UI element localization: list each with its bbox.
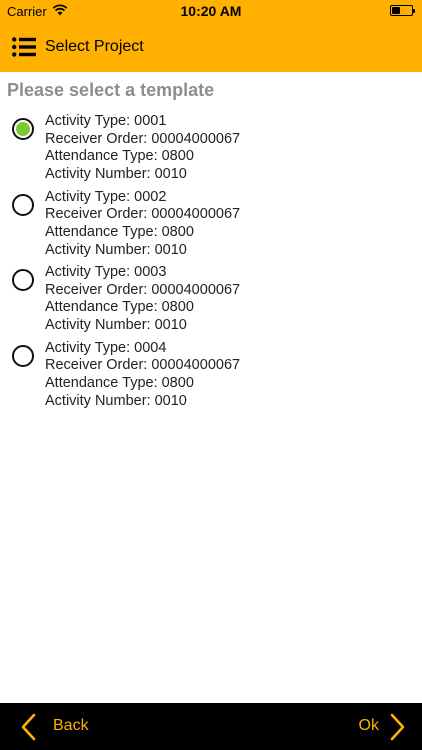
chevron-right-icon [390, 713, 406, 741]
radio-button[interactable] [12, 345, 34, 367]
back-label: Back [53, 717, 89, 734]
radio-button[interactable] [12, 269, 34, 291]
nav-bar [0, 30, 422, 66]
back-button[interactable] [14, 703, 124, 750]
activity-type: Activity Type: 0004 [45, 339, 167, 356]
list-icon[interactable] [12, 37, 36, 57]
clock: 10:20 AM [180, 3, 242, 19]
receiver-order: Receiver Order: 00004000067 [45, 281, 241, 298]
page-title: Select Project [45, 38, 144, 55]
template-item-2[interactable] [0, 189, 422, 261]
bottom-bar [0, 703, 422, 750]
receiver-order: Receiver Order: 00004000067 [45, 130, 241, 147]
receiver-order: Receiver Order: 00004000067 [45, 357, 241, 374]
attendance-type: Attendance Type: 0800 [45, 223, 194, 240]
template-details [45, 189, 240, 260]
attendance-type: Attendance Type: 0800 [45, 374, 194, 391]
template-item-1[interactable] [0, 113, 422, 185]
attendance-type: Attendance Type: 0800 [45, 299, 194, 316]
attendance-type: Attendance Type: 0800 [45, 148, 194, 165]
activity-number: Activity Number: 0010 [45, 166, 187, 183]
activity-type: Activity Type: 0003 [45, 264, 167, 280]
battery-icon [390, 5, 413, 16]
radio-button[interactable] [12, 118, 34, 140]
template-item-3[interactable] [0, 264, 422, 336]
section-title: Please select a template [7, 80, 215, 100]
radio-button[interactable] [12, 194, 34, 216]
chevron-left-icon [20, 713, 36, 741]
activity-type: Activity Type: 0002 [45, 188, 167, 205]
activity-type: Activity Type: 0001 [45, 113, 167, 129]
battery-level [392, 7, 400, 14]
template-details [45, 113, 240, 184]
template-item-4[interactable] [0, 340, 422, 412]
ok-button[interactable] [328, 703, 408, 750]
header [0, 0, 422, 72]
activity-number: Activity Number: 0010 [45, 241, 187, 258]
status-bar [0, 0, 422, 22]
ok-label: Ok [358, 717, 379, 734]
activity-number: Activity Number: 0010 [45, 392, 187, 409]
template-details [45, 264, 240, 335]
carrier-label: Carrier [7, 4, 47, 19]
template-details [45, 340, 240, 411]
receiver-order: Receiver Order: 00004000067 [45, 206, 241, 223]
activity-number: Activity Number: 0010 [45, 317, 187, 334]
